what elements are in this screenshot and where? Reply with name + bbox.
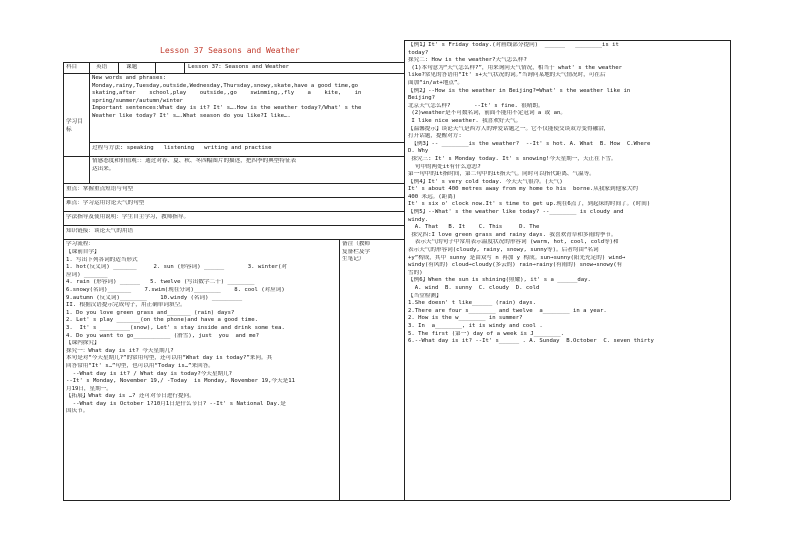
text-line: 【当堂检测】 bbox=[408, 292, 442, 299]
text-line: 【课前自学】 bbox=[66, 249, 100, 255]
text-line: 1. Do you love green grass and_______ (rain) days? bbox=[66, 309, 235, 316]
text-line: 打开话题，提醒对方: bbox=[408, 133, 462, 140]
study-method: 学法指导及使用说明：学生自主学习，教师指导。 bbox=[66, 214, 190, 220]
table-line bbox=[89, 62, 90, 183]
table-line bbox=[63, 156, 404, 157]
text-line: 探究三: It' s Monday today. It' s snowing!今天星期一，天正在下雪。 bbox=[408, 155, 617, 162]
text-line: 情感态度和价值观：：通过对春、夏、秋、冬四幅图片的描述，把四季的典型特征表 bbox=[92, 158, 297, 164]
text-line: 4. rain (形容词) ______ 5. twelve (写出数字二十) ________ bbox=[66, 279, 255, 286]
table-line bbox=[63, 211, 404, 212]
text-line: 3. In a________, it is windy and cool . bbox=[408, 322, 543, 329]
difficult-point: 难点：学习运用讨论天气的句型 bbox=[66, 200, 145, 206]
text-line: 【课内探究】 bbox=[66, 340, 100, 347]
text-line bbox=[408, 452, 728, 460]
text-line: 3. It' s _________(snow), Let' s stay inside and drink some tea. bbox=[66, 324, 285, 331]
text-line bbox=[408, 376, 728, 384]
key-point: 重点：掌握重点短语与句型 bbox=[66, 186, 134, 192]
table-line bbox=[184, 62, 185, 73]
emotion-goal bbox=[92, 158, 402, 173]
left-column-content bbox=[66, 249, 338, 416]
text-line: 2. How is the w________ in summer? bbox=[408, 315, 523, 322]
text-line bbox=[408, 467, 728, 475]
text-line bbox=[408, 399, 728, 407]
subject-label: 科目 bbox=[66, 64, 78, 70]
table-bottom-border bbox=[63, 500, 404, 501]
text-line bbox=[408, 475, 728, 483]
process-header: 学习流程： bbox=[66, 241, 94, 247]
text-line: 【例4】It' s very cold today. 今天天气很冷。(天气) bbox=[408, 178, 563, 185]
text-line: 1. 写出下列各词的适当形式 bbox=[66, 256, 138, 263]
text-line: It' s about 400 metres away from my home to his borne.从我家到他家大约 bbox=[408, 186, 638, 193]
text-line bbox=[408, 391, 728, 399]
text-line: 回答常用“It' s…”句型，也可以用“Today is…”来回答。 bbox=[66, 362, 214, 369]
process-method: 过程与方法: speaking listening writing and practise bbox=[92, 145, 272, 151]
text-line: (1)本句意为“天气怎么样?”，用来询问天气情况，相当于 what' s the weather bbox=[408, 64, 622, 71]
text-line: 【例1】It' s Friday today.(对画线部分提问) ______ ________is it bbox=[408, 42, 619, 48]
text-line bbox=[408, 353, 728, 361]
table-left-border bbox=[63, 62, 64, 500]
text-line: 应词) _______ bbox=[66, 271, 108, 278]
right-bottom-border bbox=[404, 500, 730, 501]
text-line: 月19日，星期一。 bbox=[66, 385, 112, 392]
text-line: 【例2】--How is the weather in Beijing?=What' s the weather like in bbox=[408, 87, 631, 94]
table-line bbox=[63, 197, 404, 198]
text-line: 表示天气的句子中常用表示温度状况的形容词 (warm, hot, cool, cold等)和 bbox=[408, 239, 619, 246]
text-line bbox=[408, 444, 728, 452]
topic-label: 课题 bbox=[126, 64, 138, 70]
text-line: 【例6】When the sun is shining(照耀), it' s a ______day. bbox=[408, 277, 591, 284]
text-line: today? bbox=[408, 49, 429, 56]
knowledge-link: 知识链接：谈论天气的用语 bbox=[66, 228, 134, 234]
text-line: Weather like today? It' s….What season do you like?I like…. bbox=[92, 112, 291, 119]
text-line: --What day is October 1?10月1日是什么节日? --It' s National Day.是 bbox=[66, 400, 286, 407]
lesson-title: Lesson 37 Seasons and Weather bbox=[160, 46, 300, 55]
subject-value: 英语 bbox=[96, 64, 108, 70]
right-column-content bbox=[408, 42, 728, 482]
text-line: --What day is it? / What day is today?今天星期几? bbox=[66, 370, 233, 377]
text-line: skating,after school,play outside,,go swimming,,fly a kite, in bbox=[92, 90, 362, 97]
text-line bbox=[408, 422, 728, 430]
table-line bbox=[63, 225, 404, 226]
table-line bbox=[155, 62, 156, 73]
text-line: 6.snowy(名词)_______ 7.swim(现在分词)________ 8. cool (对应词) bbox=[66, 286, 285, 293]
text-line: windy. bbox=[408, 216, 429, 223]
text-line: 雪的) bbox=[408, 269, 423, 276]
text-line: Beijing? bbox=[408, 95, 435, 102]
text-line: 400 米远。(距离) bbox=[408, 193, 457, 200]
text-line: like?常见的答语用“It' s+天气状况的词。”当询问某地的天气情况时，可在后 bbox=[408, 72, 606, 79]
text-line: 达出来。 bbox=[92, 165, 115, 172]
text-line: D. Why bbox=[408, 148, 429, 155]
text-line: A. That B. It C. This D. The bbox=[408, 224, 540, 231]
text-line: 表示天气的形容词(cloudy, rainy, snowy, sunny等)。后者均由“名词 bbox=[408, 247, 599, 254]
text-line bbox=[408, 361, 728, 369]
text-line: New words and phrases: bbox=[92, 75, 167, 81]
text-line: 探究一：What day is it? 今天星期几? bbox=[66, 347, 174, 354]
text-line: It' s six o' clock now.It' s time to get up.现在6点了，到起床的时间了。(时间) bbox=[408, 201, 651, 208]
text-line: 2. Let' s play _______(on the phone)and have a good time. bbox=[66, 317, 258, 324]
text-line: +y”构成，其中 sunny 是由双写 n 再加 y 构成。sun→sunny(阳光充足的) wind→ bbox=[408, 254, 626, 261]
text-line: windy(有风的) cloud→cloudy(多云的) rain→rainy(有雨的) snow→snowy(有 bbox=[408, 262, 623, 269]
right-right-border bbox=[730, 40, 731, 500]
text-line: 探究四:I love green grass and rainy days. 我喜欢青草和多雨的季节。 bbox=[408, 231, 617, 238]
text-line: 【拓展】What day is …? 还可对节日进行提问。 bbox=[66, 393, 195, 400]
text-line: 本句是对“今天星期几?”的常用句型，还可以用“What day is today?”来问。其 bbox=[66, 355, 273, 362]
table-line bbox=[63, 183, 404, 184]
text-line bbox=[408, 460, 728, 468]
text-line bbox=[408, 384, 728, 392]
right-top-border bbox=[404, 40, 730, 41]
text-line: 2.There are four s________ and twelve a________ in a year. bbox=[408, 307, 607, 314]
table-line bbox=[339, 239, 340, 500]
text-line: 4. Do you want to go___________ (滑雪), just you and me? bbox=[66, 332, 260, 339]
table-line bbox=[63, 239, 404, 240]
text-line: 第一句中的it指时间，第二句中的it指天气。同时可以指代距离、气温等。 bbox=[408, 171, 595, 178]
table-line bbox=[89, 142, 404, 143]
text-line: 6.--What day is it? --It' s______ . A. Sunday B.October C. seven thirty bbox=[408, 338, 654, 345]
notes-header bbox=[342, 241, 402, 264]
text-line bbox=[408, 369, 728, 377]
text-line: 生笔记） bbox=[342, 256, 365, 263]
text-line: 【例5】--What' s the weather like today? --________ is cloudy and bbox=[408, 209, 624, 216]
table-top-border bbox=[63, 62, 404, 63]
text-line bbox=[408, 407, 728, 415]
text-line: 句中的两处it有什么意思? bbox=[408, 163, 481, 170]
table-line bbox=[118, 62, 119, 73]
text-line: (2)weather是不可数名词，前面不能用不定冠词 a 或 an。 bbox=[408, 110, 566, 117]
table-right-border bbox=[404, 62, 405, 500]
table-line bbox=[63, 73, 404, 74]
text-line bbox=[408, 414, 728, 422]
text-line: 1.She doesn' t like______ (rain) days. bbox=[408, 300, 536, 307]
text-line: --It' s Monday, November 19,/ -Today is Monday, November 19,今天是11 bbox=[66, 378, 295, 385]
text-line bbox=[408, 437, 728, 445]
text-line: Important sentences:What day is it? It' s….How is the weather today?/What' s the bbox=[92, 105, 362, 112]
text-line bbox=[408, 429, 728, 437]
text-line: 探究二: How is the weather?天气怎么样? bbox=[408, 57, 527, 64]
text-line: II. 根据汉语提示完成句子，用正确单词填空。 bbox=[66, 302, 186, 309]
text-line: Monday,rainy,Tuesday,outside,Wednesday,Thursday,snowy,skate,have a good time,go bbox=[92, 82, 359, 89]
text-line: 【温馨提示】谈论天气是西方人的钟爱话题之一。它不仅能使交谈双方变得融洽， bbox=[408, 125, 610, 132]
text-line: I like nice weather. 我喜欢好天气。 bbox=[408, 117, 522, 124]
text-line: 备注（教师 bbox=[342, 241, 370, 247]
text-line bbox=[408, 346, 728, 354]
text-line: A. wind B. sunny C. cloudy D. cold bbox=[408, 285, 540, 291]
topic-value: Lesson 37: Seasons and Weather bbox=[188, 64, 290, 70]
text-line: 1. hot(反义词) _______ 2. sun (形容词) ______ 3. winter(对 bbox=[66, 264, 288, 271]
text-line: 9.autumn (反义词)________ 10.windy (名词) _________ bbox=[66, 294, 243, 301]
objectives-lines bbox=[92, 75, 402, 121]
text-line: spring/summer/autumn/winter bbox=[92, 97, 183, 104]
objectives-label: 学习目标 bbox=[66, 119, 83, 133]
right-left-border bbox=[404, 40, 405, 62]
text-line: 5. The first (第一) day of a week is J________. bbox=[408, 330, 564, 337]
text-line: 面加“in/at+地点”。 bbox=[408, 79, 463, 86]
text-line: 国庆节。 bbox=[66, 408, 89, 415]
text-line: 【例3】-- ________is the weather? --It' s hot. A. What B. How C.Where bbox=[408, 140, 651, 147]
text-line: 复备栏及学 bbox=[342, 248, 370, 255]
text-line: 北京天气怎么样? --It' s fine. 很晴朗。 bbox=[408, 102, 544, 109]
